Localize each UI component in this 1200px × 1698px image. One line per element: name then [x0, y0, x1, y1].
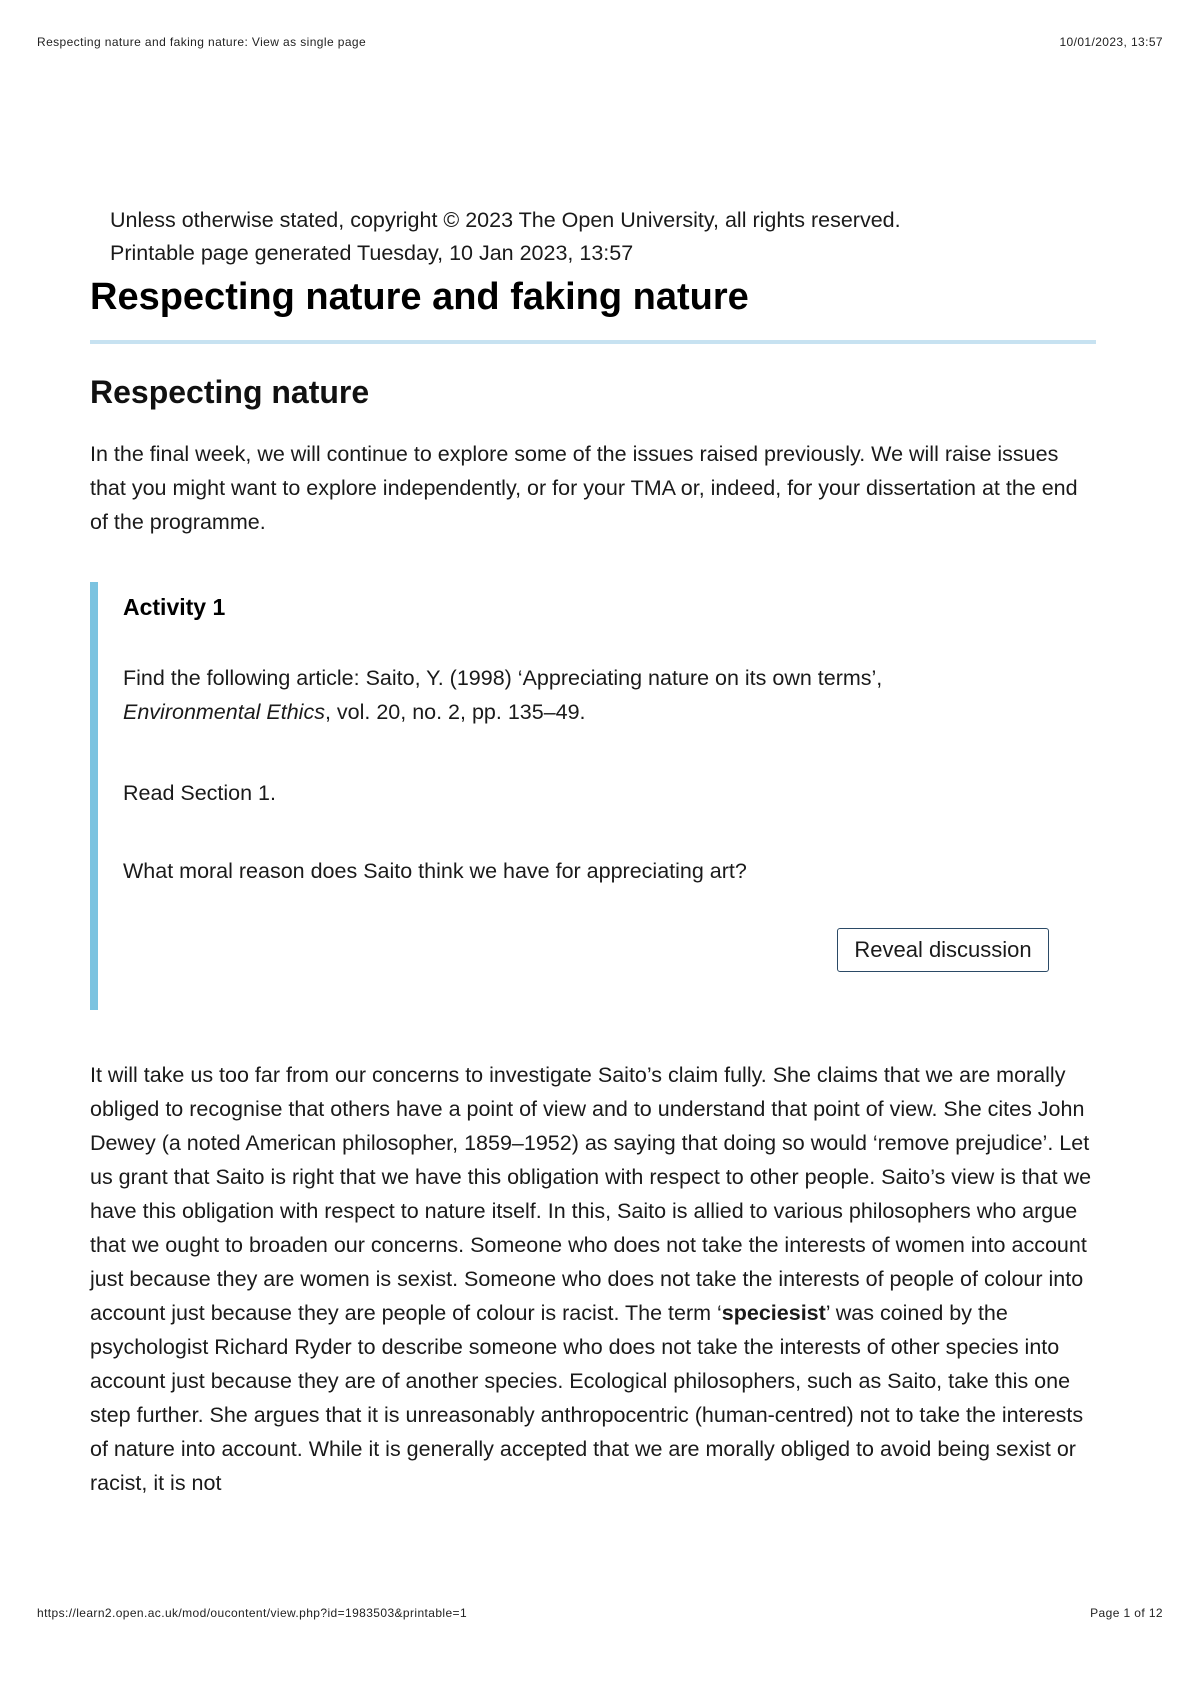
activity-instruction: Read Section 1. [123, 781, 276, 805]
generated-line: Printable page generated Tuesday, 10 Jan 2023, 13:57 [110, 241, 634, 265]
page-url: https://learn2.open.ac.uk/mod/oucontent/view.php?id=1983503&printable=1 [37, 1606, 468, 1620]
print-header-title: Respecting nature and faking nature: View as single page [37, 35, 367, 49]
activity-question: What moral reason does Saito think we have for appreciating art? [123, 859, 747, 883]
reference-details: , vol. 20, no. 2, pp. 135–49. [324, 700, 586, 724]
intro-paragraph: In the final week, we will continue to explore some of the issues raised previously. We will raise issues that you might want to explore independently, or for your TMA or, indeed, for your dissertation at the end of the programme. [90, 442, 1078, 534]
activity-box [90, 582, 1096, 1010]
reveal-discussion-button[interactable]: Reveal discussion [837, 928, 1049, 972]
print-header-datetime: 10/01/2023, 13:57 [1059, 35, 1163, 49]
body-text-part: ’ was coined by the psychologist Richard Ryder to describe someone who does not take the interests of other species into account just because they are of another species. Ecological philosophers, such as Saito, take this one step further. She argues that it is unreasonably anthropocentric (human-centred) not to take the interests of nature into account. While it is generally accepted that we are morally obliged to avoid being sexist or racist, it is not [90, 1301, 1084, 1495]
copyright-notice [110, 204, 901, 270]
section-title: Respecting nature [90, 374, 370, 410]
print-header [37, 35, 1163, 55]
body-paragraph [90, 1058, 1100, 1500]
print-footer [37, 1606, 1163, 1626]
activity-accent-bar [90, 582, 98, 1010]
reference-text: Find the following article: Saito, Y. (1998) ‘Appreciating nature on its own terms’, [123, 666, 883, 690]
activity-reference [123, 661, 1063, 729]
key-term: speciesist [721, 1301, 826, 1325]
page-title: Respecting nature and faking nature [90, 276, 749, 318]
copyright-line: Unless otherwise stated, copyright © 2023 The Open University, all rights reserved. [110, 208, 901, 232]
title-divider [90, 340, 1096, 344]
journal-title: Environmental Ethics [123, 700, 325, 724]
activity-title: Activity 1 [123, 594, 226, 620]
page-number: Page 1 of 12 [1090, 1606, 1163, 1620]
body-text-part: It will take us too far from our concerns to investigate Saito’s claim fully. She claims that we are morally obliged to recognise that others have a point of view and to understand that point of view. She cites John Dewey (a noted American philosopher, 1859–1952) as saying that doing so would ‘remove prejudice’. Let us grant that Saito is right that we have this obligation with respect to other people. Saito’s view is that we have this obligation with respect to nature itself. In this, Saito is allied to various philosophers who argue that we ought to broaden our concerns. Someone who does not take the interests of women into account just because they are women is sexist. Someone who does not take the interests of people of colour into account just because they are people of colour is racist. The term ‘ [90, 1063, 1092, 1325]
